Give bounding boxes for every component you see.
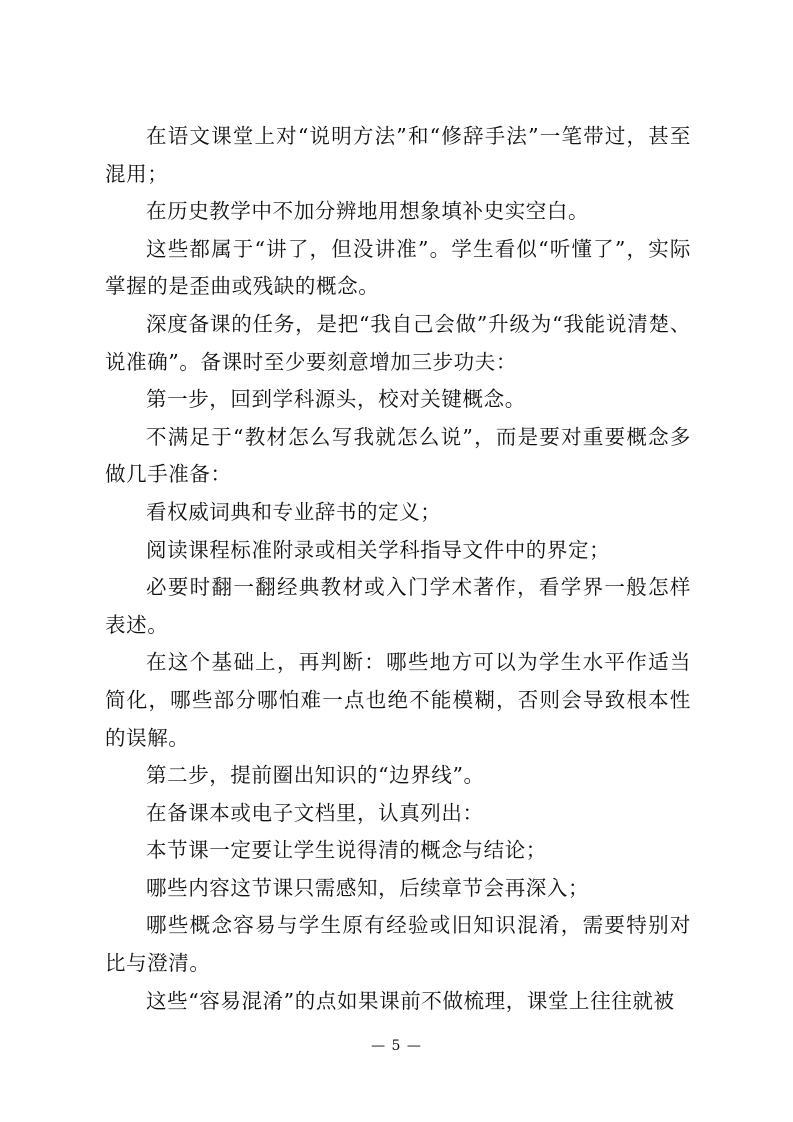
paragraph: 不满足于“教材怎么写我就怎么说”，而是要对重要概念多做几手准备： <box>105 424 691 487</box>
paragraph: 深度备课的任务，是把“我自己会做”升级为“我能说清楚、说准确”。备课时至少要刻意增加三步功夫： <box>105 311 691 374</box>
paragraph: 在备课本或电子文档里，认真列出： <box>146 800 484 825</box>
paragraph: 在历史教学中不加分辨地用想象填补史实空白。 <box>146 199 590 224</box>
paragraph: 第一步，回到学科源头，校对关键概念。 <box>146 387 526 412</box>
paragraph: 哪些概念容易与学生原有经验或旧知识混淆，需要特别对比与澄清。 <box>105 913 691 976</box>
paragraph: 看权威词典和专业辞书的定义； <box>146 499 442 524</box>
paragraph: 本节课一定要让学生说得清的概念与结论； <box>146 838 547 863</box>
paragraph: 第二步，提前圈出知识的“边界线”。 <box>146 763 485 788</box>
paragraph: 在语文课堂上对“说明方法”和“修辞手法”一笔带过，甚至混用； <box>105 124 691 186</box>
paragraph: 必要时翻一翻经典教材或入门学术著作，看学界一般怎样表述。 <box>105 575 691 637</box>
paragraph: 在这个基础上，再判断：哪些地方可以为学生水平作适当简化，哪些部分哪怕难一点也绝不能模糊，否则会导致根本性的误解。 <box>105 650 691 750</box>
paragraph: 哪些内容这节课只需感知，后续章节会再深入； <box>146 875 590 900</box>
body-text <box>105 118 691 1020</box>
paragraph: 这些“容易混淆”的点如果课前不做梳理，课堂上往往就被 <box>146 988 675 1013</box>
page-number: — 5 — <box>371 1038 422 1054</box>
paragraph: 这些都属于“讲了，但没讲准”。学生看似“听懂了”，实际掌握的是歪曲或残缺的概念。 <box>105 236 691 299</box>
paragraph: 阅读课程标准附录或相关学科指导文件中的界定； <box>146 537 611 562</box>
